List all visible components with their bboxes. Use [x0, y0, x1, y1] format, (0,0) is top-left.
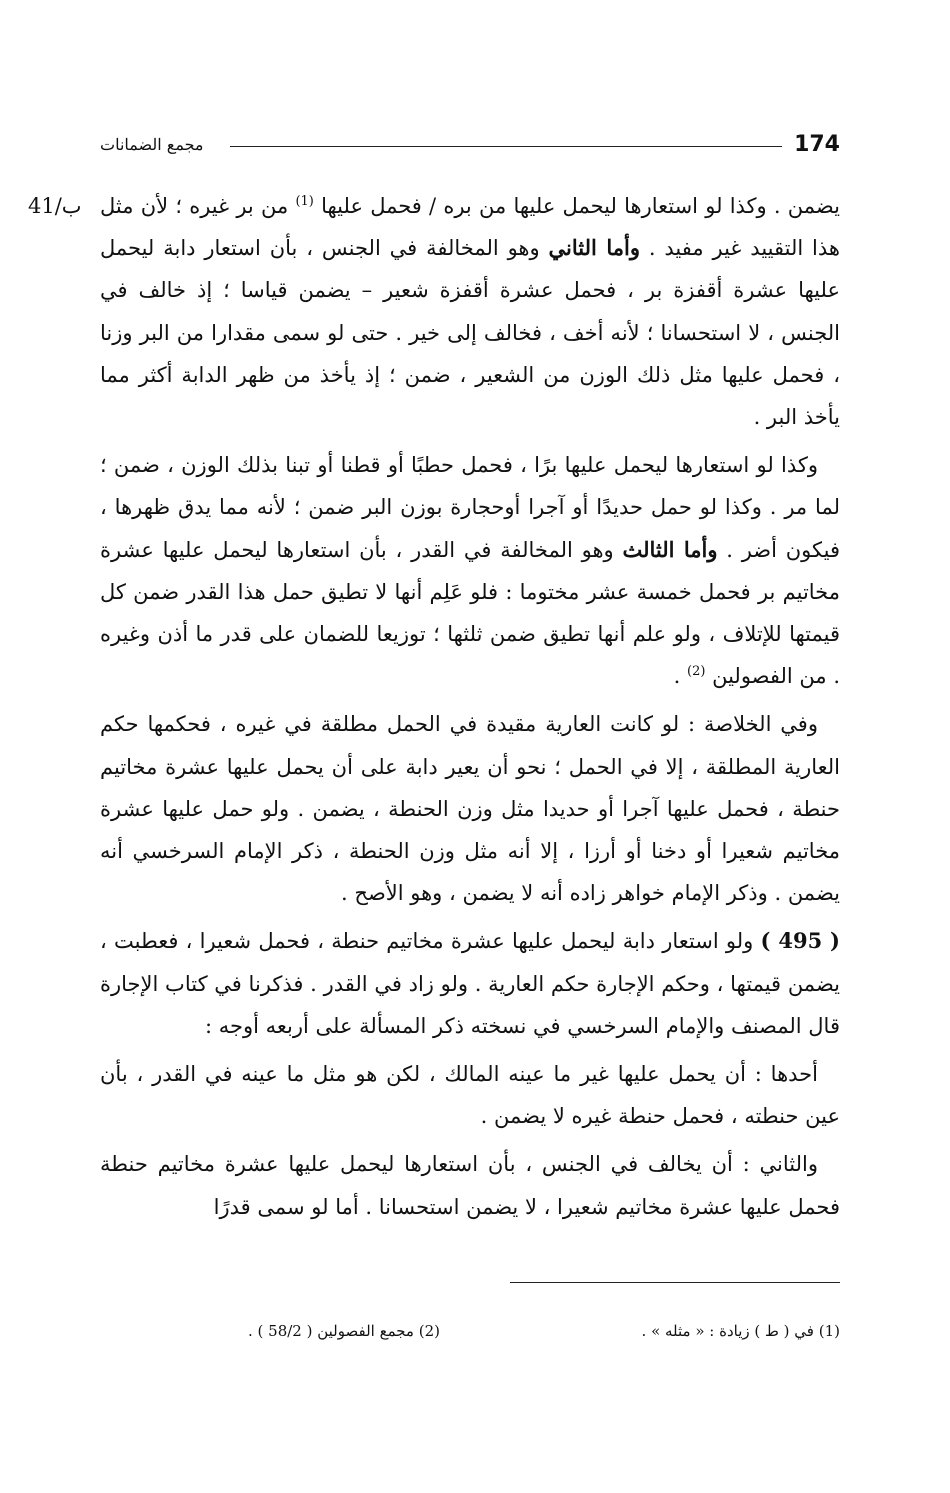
paragraph — [100, 920, 840, 1047]
text-run: والثاني : أن يخالف في الجنس ، بأن استعارها ليحمل عليها عشرة مخاتيم حنطة فحمل عليها عشرة مخاتيم شعيرا ، لا يضمن استحسانا . أما لو سمى قدرًا — [100, 1152, 840, 1219]
page-header — [100, 130, 840, 164]
paragraph — [100, 703, 840, 914]
header-rule — [230, 146, 782, 147]
footnote-1: (1) في ( ط ) زيادة : « مثله » . — [641, 1322, 840, 1340]
text-run: يضمن . وكذا لو استعارها ليحمل عليها من بره / فحمل عليها — [313, 194, 840, 218]
footnote-marker: (1) — [295, 194, 314, 209]
text-run: وكذا لو استعارها ليحمل عليها برًا ، فحمل حطبًا أو قطنا أو تبنا بذلك الوزن ، ضمن ؛ لما مر . وكذا لو حمل حديدًا أو آجرا أوحجارة بوزن البر ضمن ؛ لأنه مما يدق ظهرها ، فيكون أضر . — [100, 453, 840, 562]
text-run: وفي الخلاصة : لو كانت العارية مقيدة في الحمل مطلقة في غيره ، فحكمها حكم العارية المطلقة ، إلا في الحمل ؛ نحو أن يعير دابة على أن يحمل عليها عشرة مخاتيم حنطة ، فحمل عليها آجرا أو حديدا مثل وزن الحنطة ، يضمن . ولو حمل عليها عشرة مخاتيم شعيرا أو دخنا أو أرزا ، إلا أنه مثل وزن الحنطة ، ذكر الإمام السرخسي أنه يضمن . وذكر الإمام خواهر زاده أنه لا يضمن ، وهو الأصح . — [100, 712, 840, 906]
paragraph — [100, 1143, 840, 1227]
footnote-2: (2) مجمع الفصولين ( 58/2 ) . — [248, 1322, 440, 1340]
footnote-marker: (2) — [686, 664, 706, 680]
bold-heading: وأما الثالث — [622, 536, 718, 562]
bold-heading: ( 495 ) — [760, 928, 840, 954]
text-run: . — [673, 664, 687, 689]
paragraph — [100, 185, 840, 438]
body-text — [100, 185, 840, 1234]
paragraph — [100, 444, 840, 697]
running-title: مجمع الضمانات — [100, 135, 204, 154]
text-run: وهو المخالفة في القدر ، بأن استعارها ليحمل عليها عشرة مخاتيم بر فحمل خمسة عشر مختوما : فلو عَلِم أنها لا تطيق حمل هذا القدر ضمن كل قيمتها للإتلاف ، ولو علم أنها تطيق ضمن ثلثها ؛ توزيعا للضمان على قدر ما أذن وغيره . من الفصولين — [100, 537, 840, 689]
bold-heading: وأما الثاني — [548, 235, 640, 261]
page-number: 174 — [794, 132, 840, 157]
paragraph — [100, 1053, 840, 1137]
text-run: وهو المخالفة في الجنس ، بأن استعار دابة ليحمل عليها عشرة أقفزة بر ، فحمل عشرة أقفزة شعير – يضمن قياسا ؛ إذ خالف في الجنس ، لا استحسانا ؛ لأنه أخف ، فخالف إلى خير . حتى لو سمى مقدارا من البر وزنا ، فحمل عليها مثل ذلك الوزن من الشعير ، ضمن ؛ إذ يأخذ من ظهر الدابة أكثر مما يأخذ البر . — [100, 236, 840, 430]
footnote-rule — [510, 1282, 840, 1283]
text-run: من بر غيره ؛ لأن مثل هذا التقييد غير مفيد . — [100, 194, 840, 261]
text-run: ولو استعار دابة ليحمل عليها عشرة مخاتيم حنطة ، فحمل شعيرا ، فعطبت ، يضمن قيمتها ، وحكم الإجارة حكم العارية . ولو زاد في القدر . فذكرنا في كتاب الإجارة قال المصنف والإمام السرخسي في نسخته ذكر المسألة على أربعه أوجه : — [100, 929, 840, 1038]
text-run: أحدها : أن يحمل عليها غير ما عينه المالك ، لكن هو مثل ما عينه في القدر ، بأن عين حنطته ، فحمل حنطة غيره لا يضمن . — [100, 1062, 840, 1129]
footnotes — [100, 1318, 840, 1348]
margin-folio-note: 41/ب — [28, 194, 82, 218]
